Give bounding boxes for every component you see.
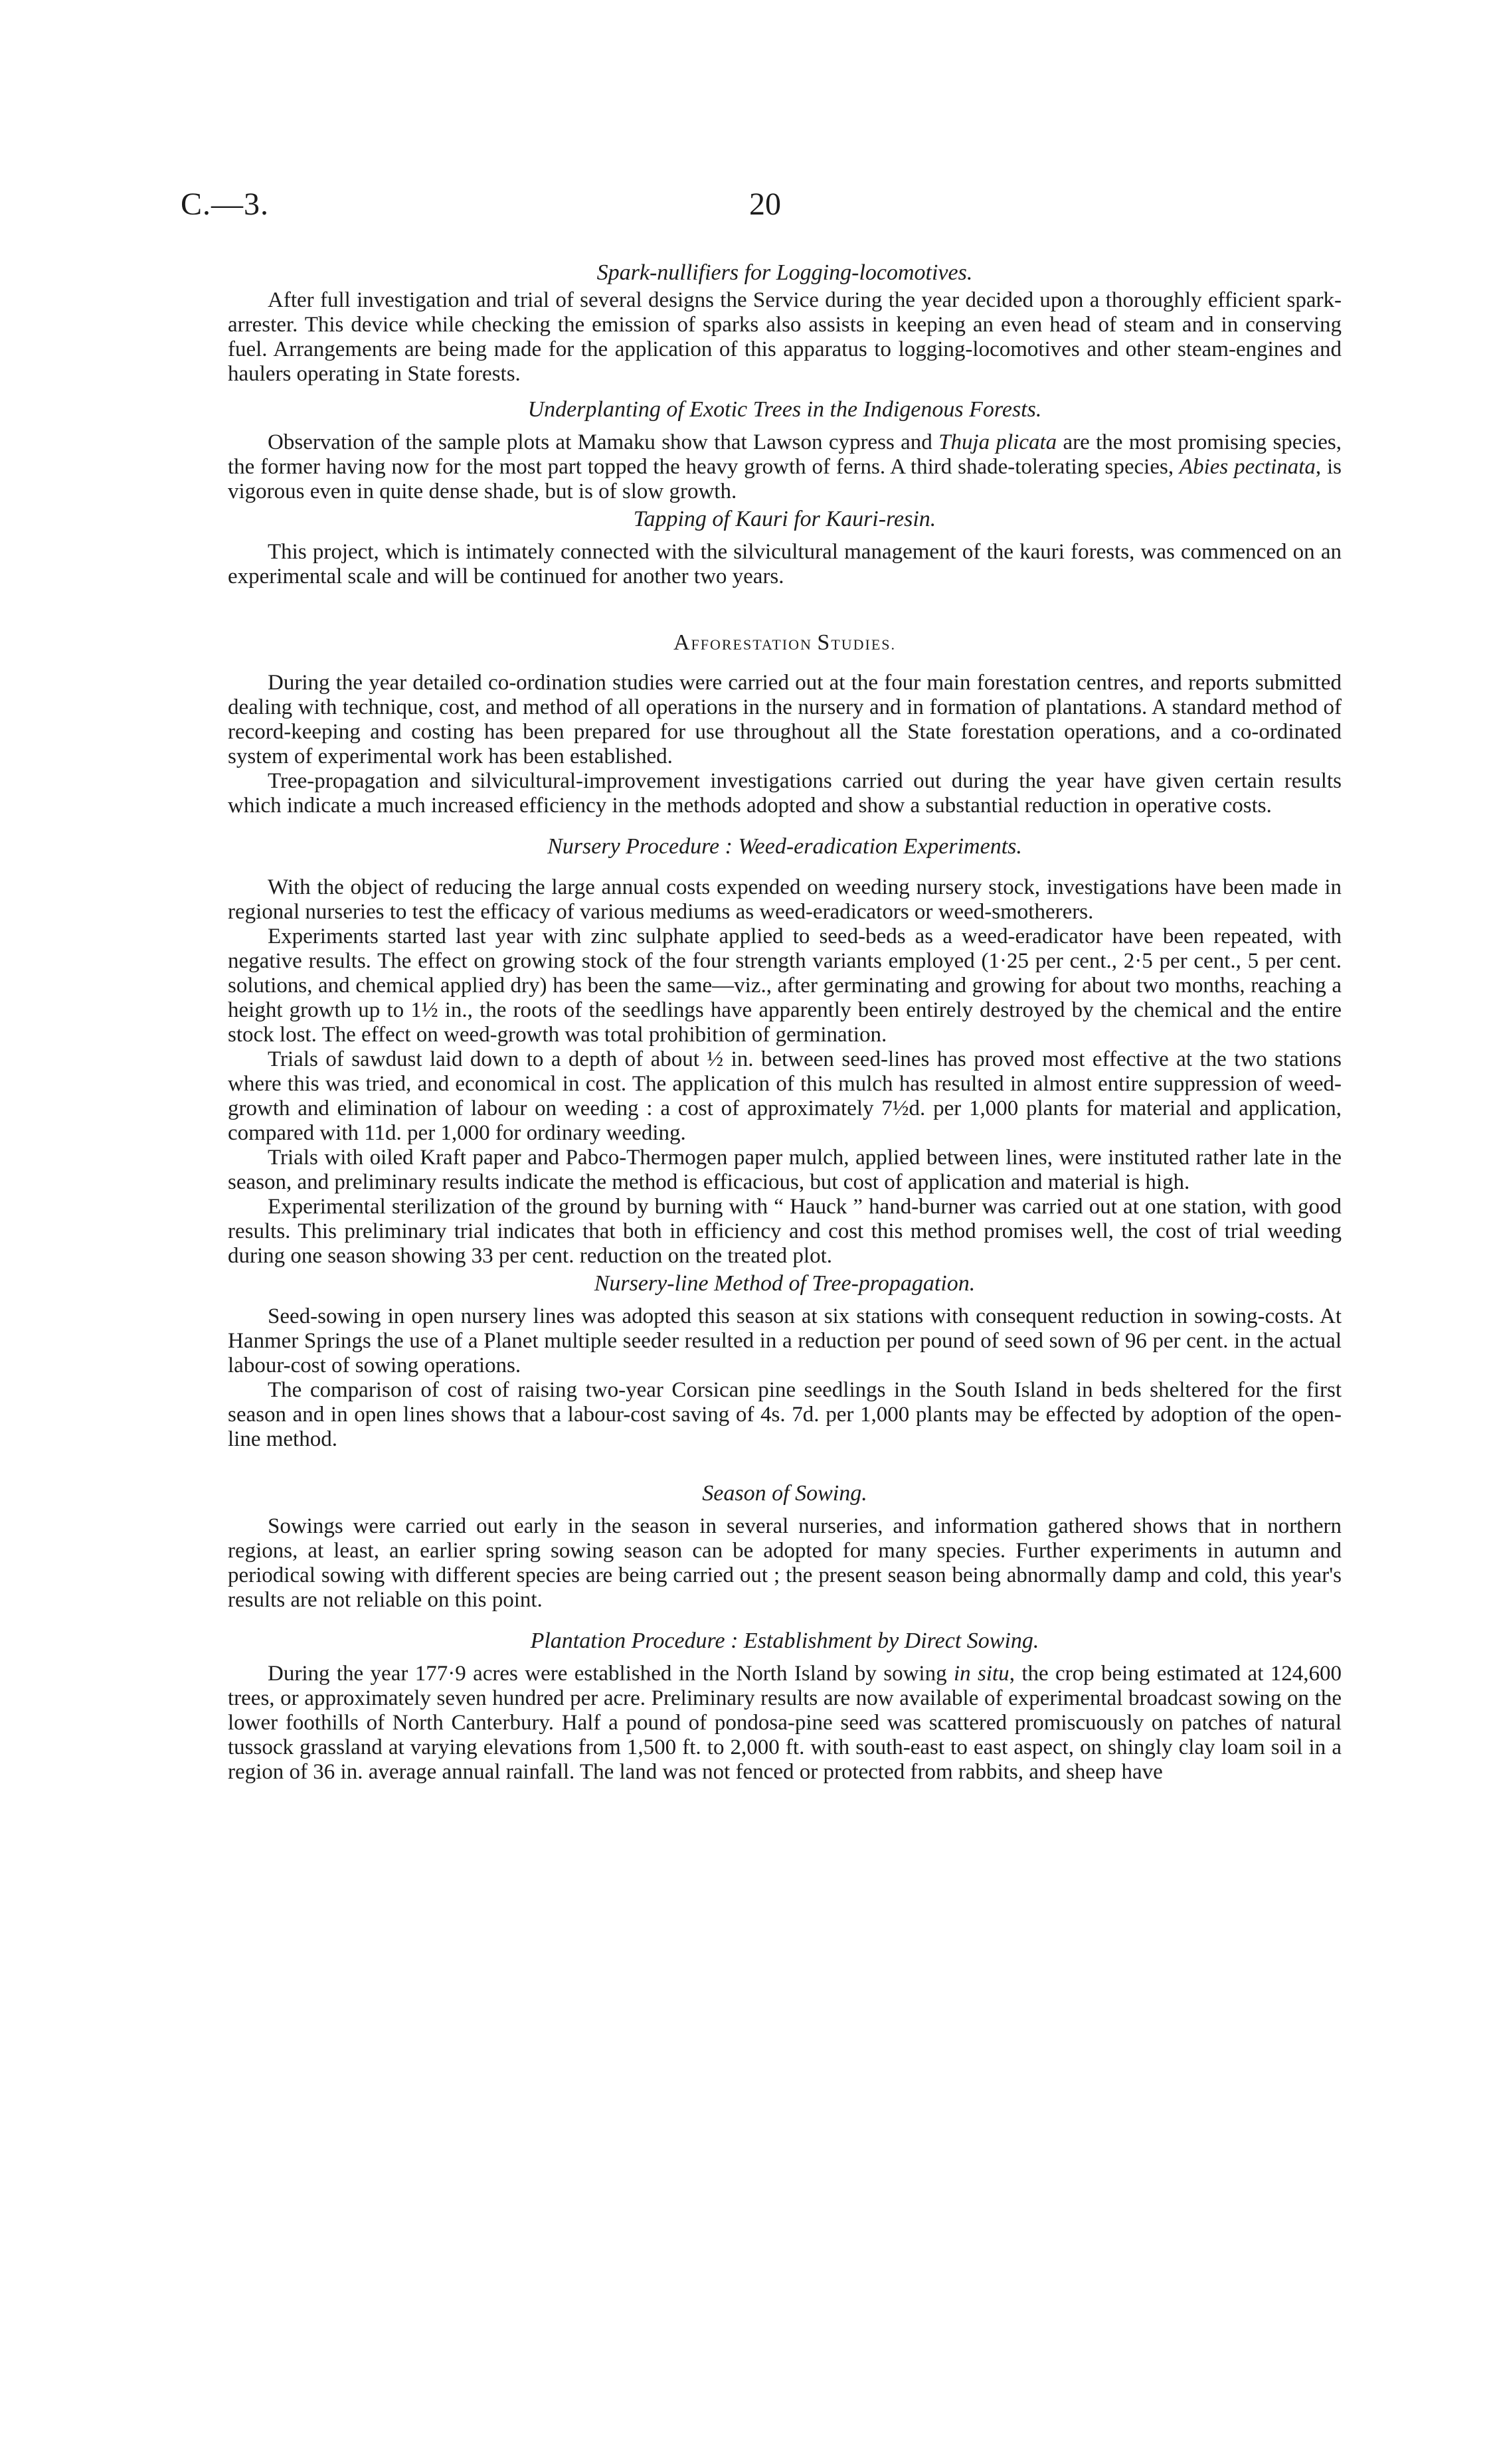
heading-season-of-sowing: Season of Sowing. — [702, 1481, 867, 1506]
paragraph: Observation of the sample plots at Mamaku show that Lawson cypress and Thuja plicata are the most promising species, the former having now for the most part topped the heavy growth of ferns. A third shade-tolerating species, Abies pectinata, is vigorous even in quite dense shade, but is of slow growth. — [228, 430, 1342, 503]
paragraph: During the year 177·9 acres were established in the North Island by sowing in situ, the crop being estimated at 124,600 trees, or approximately seven hundred per acre. Preliminary results are now available of experimental broadcast sowing on the lower foothills of North Canterbury. Half a pound of pondosa-pine seed was scattered promiscuously on patches of natural tussock grassland at varying elevations from 1,500 ft. to 2,000 ft. with south-east to east aspect, on shingly clay loam soil in a region of 36 in. average annual rainfall. The land was not fenced or protected from rabbits, and sheep have — [228, 1662, 1342, 1784]
heading-afforestation-studies: AFFORESTATION STUDIES. — [673, 630, 897, 655]
paragraph: After full investigation and trial of several designs the Service during the year decided upon a thoroughly efficient spark-arrester. This device while checking the emission of sparks also assists in keeping an even head of steam and in conserving fuel. Arrangements are being made for the application of this apparatus to logging-locomotives and other steam-engines and haulers operating in State forests. — [228, 288, 1342, 386]
paragraph: The comparison of cost of raising two-year Corsican pine seedlings in the South Island in beds sheltered for the first season and in open lines shows that a labour-cost saving of 4s. 7d. per 1,000 plants may be effected by adoption of the open-line method. — [228, 1378, 1342, 1451]
heading-underplanting: Underplanting of Exotic Trees in the Indigenous Forests. — [527, 397, 1042, 422]
page-number: 20 — [749, 187, 781, 222]
heading-spark-nullifiers: Spark-nullifiers for Logging-locomotives. — [596, 260, 973, 285]
paragraph: Seed-sowing in open nursery lines was adopted this season at six stations with consequent reduction in sowing-costs. At Hanmer Springs the use of a Planet multiple seeder resulted in a reduction per pound of seed sown of 96 per cent. in the actual labour-cost of sowing operations. — [228, 1304, 1342, 1377]
paragraph: During the year detailed co-ordination studies were carried out at the four main forestation centres, and reports submitted dealing with technique, cost, and method of all operations in the nursery and in formation of plantations. A standard method of record-keeping and costing has been prepared for use throughout all the State forestation operations, and a co-ordinated system of experimental work has been established. — [228, 671, 1342, 768]
report-reference: C.—3. — [181, 187, 270, 222]
paragraph: Sowings were carried out early in the season in several nurseries, and information gathered shows that in northern regions, at least, an earlier spring sowing season can be adopted for many species. Further experiments in autumn and periodical sowing with different species are being carried out ; the present season being abnormally damp and cold, this year's results are not reliable on this point. — [228, 1514, 1342, 1612]
paragraph: Trials with oiled Kraft paper and Pabco-Thermogen paper mulch, applied between lines, were instituted rather late in the season, and preliminary results indicate the method is efficacious, but cost of application and material is high. — [228, 1146, 1342, 1194]
page-body — [228, 258, 1342, 1785]
heading-nursery-line-method: Nursery-line Method of Tree-propagation. — [594, 1271, 976, 1296]
paragraph: Experimental sterilization of the ground by burning with “ Hauck ” hand-burner was carried out at one station, with good results. This preliminary trial indicates that both in efficiency and cost this method promises well, the cost of trial weeding during one season showing 33 per cent. reduction on the treated plot. — [228, 1195, 1342, 1268]
paragraph: Experiments started last year with zinc sulphate applied to seed-beds as a weed-eradicator have been repeated, with negative results. The effect on growing stock of the four strength variants employed (1·25 per cent., 2·5 per cent., 5 per cent. solutions, and chemical applied dry) has been the same—viz., after germinating and growing for about two months, reaching a height growth up to 1½ in., the roots of the seedlings have apparently been entirely destroyed by the chemical and the entire stock lost. The effect on weed-growth was total prohibition of germination. — [228, 924, 1342, 1047]
latin-term: in situ — [953, 1662, 1009, 1686]
species-name: Abies pectinata — [1179, 455, 1316, 479]
heading-nursery-procedure: Nursery Procedure : Weed-eradication Experiments. — [547, 834, 1022, 859]
species-name: Thuja plicata — [938, 430, 1057, 454]
paragraph: With the object of reducing the large annual costs expended on weeding nursery stock, investigations have been made in regional nurseries to test the efficacy of various mediums as weed-eradicators or weed-smotherers. — [228, 875, 1342, 924]
paragraph: Tree-propagation and silvicultural-improvement investigations carried out during the year have given certain results which indicate a much increased efficiency in the methods adopted and show a substantial reduction in operative costs. — [228, 769, 1342, 818]
heading-plantation-procedure: Plantation Procedure : Establishment by Direct Sowing. — [530, 1628, 1039, 1653]
paragraph: Trials of sawdust laid down to a depth of about ½ in. between seed-lines has proved most effective at the two stations where this was tried, and economical in cost. The application of this mulch has resulted in almost entire suppression of weed-growth and elimination of labour on weeding : a cost of approximately 7½d. per 1,000 plants for material and application, compared with 11d. per 1,000 for ordinary weeding. — [228, 1047, 1342, 1145]
heading-kauri-tapping: Tapping of Kauri for Kauri-resin. — [633, 507, 936, 531]
paragraph: This project, which is intimately connected with the silvicultural management of the kauri forests, was commenced on an experimental scale and will be continued for another two years. — [228, 540, 1342, 588]
